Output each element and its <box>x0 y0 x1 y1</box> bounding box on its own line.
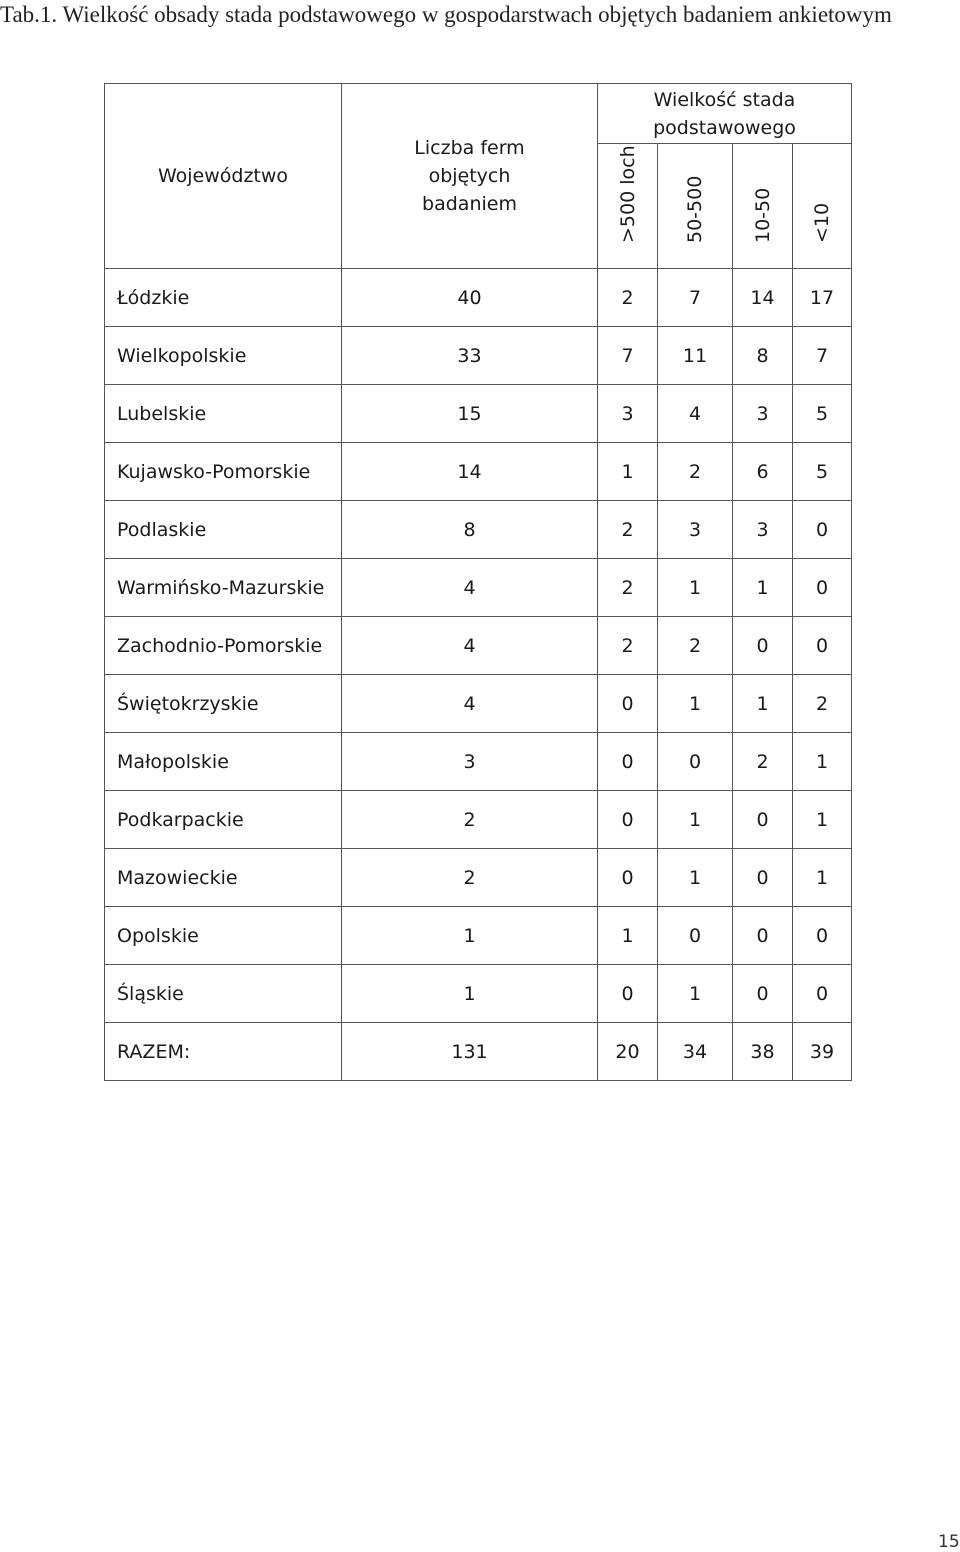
cell-size-c3: 1 <box>733 559 793 617</box>
cell-size-c1: 0 <box>598 733 658 791</box>
cell-size-c2: 7 <box>658 269 733 327</box>
cell-size-c4: 5 <box>793 385 852 443</box>
cell-farms-count: 4 <box>342 617 598 675</box>
cell-size-c2: 11 <box>658 327 733 385</box>
cell-size-c2: 2 <box>658 443 733 501</box>
cell-size-c3: 0 <box>733 965 793 1023</box>
cell-farms-count: 2 <box>342 791 598 849</box>
cell-size-c2: 1 <box>658 791 733 849</box>
page-number: 15 <box>938 1532 960 1552</box>
cell-size-c3: 3 <box>733 501 793 559</box>
cell-size-c1: 2 <box>598 559 658 617</box>
table-body <box>105 269 852 1081</box>
cell-size-c2: 0 <box>658 733 733 791</box>
table-row <box>105 269 852 327</box>
table-row <box>105 733 852 791</box>
cell-size-c2: 0 <box>658 907 733 965</box>
table-header <box>105 84 852 269</box>
header-size-class-3: 10-50 <box>733 144 793 269</box>
cell-size-c1: 0 <box>598 965 658 1023</box>
cell-farms-count: 33 <box>342 327 598 385</box>
table-row <box>105 675 852 733</box>
table-row <box>105 791 852 849</box>
cell-size-c2: 1 <box>658 965 733 1023</box>
table-row <box>105 849 852 907</box>
header-herd-size: Wielkość stada podstawowego <box>598 84 852 144</box>
table-row <box>105 617 852 675</box>
table-row <box>105 327 852 385</box>
cell-size-c3: 0 <box>733 791 793 849</box>
cell-size-c3: 8 <box>733 327 793 385</box>
cell-size-c4: 0 <box>793 907 852 965</box>
cell-farms-count: 8 <box>342 501 598 559</box>
cell-size-c3: 2 <box>733 733 793 791</box>
cell-region: Zachodnio-Pomorskie <box>105 617 342 675</box>
cell-size-c1: 7 <box>598 327 658 385</box>
cell-size-c1: 0 <box>598 791 658 849</box>
cell-size-c3: 0 <box>733 617 793 675</box>
cell-farms-count: 40 <box>342 269 598 327</box>
cell-size-c2: 34 <box>658 1023 733 1081</box>
cell-size-c3: 14 <box>733 269 793 327</box>
cell-farms-count: 4 <box>342 559 598 617</box>
cell-farms-count: 2 <box>342 849 598 907</box>
cell-size-c1: 2 <box>598 617 658 675</box>
herd-size-table <box>104 83 852 1081</box>
cell-size-c4: 0 <box>793 559 852 617</box>
cell-size-c1: 0 <box>598 675 658 733</box>
cell-farms-count: 15 <box>342 385 598 443</box>
cell-size-c1: 20 <box>598 1023 658 1081</box>
cell-size-c4: 1 <box>793 791 852 849</box>
header-size-class-4: <10 <box>793 144 852 269</box>
header-farms-count: Liczba ferm objętych badaniem <box>342 84 598 269</box>
cell-farms-count: 1 <box>342 965 598 1023</box>
header-region: Województwo <box>105 84 342 269</box>
cell-farms-count: 131 <box>342 1023 598 1081</box>
cell-size-c3: 3 <box>733 385 793 443</box>
cell-size-c1: 2 <box>598 269 658 327</box>
cell-region: Małopolskie <box>105 733 342 791</box>
cell-region: Kujawsko-Pomorskie <box>105 443 342 501</box>
cell-size-c2: 4 <box>658 385 733 443</box>
cell-size-c4: 0 <box>793 617 852 675</box>
cell-region: Łódzkie <box>105 269 342 327</box>
cell-region: Lubelskie <box>105 385 342 443</box>
cell-size-c1: 2 <box>598 501 658 559</box>
cell-size-c3: 6 <box>733 443 793 501</box>
table-row <box>105 965 852 1023</box>
cell-size-c4: 17 <box>793 269 852 327</box>
cell-size-c3: 0 <box>733 907 793 965</box>
table-row <box>105 385 852 443</box>
cell-region: Warmińsko-Mazurskie <box>105 559 342 617</box>
header-size-class-1: >500 loch <box>598 144 658 269</box>
header-size-class-2: 50-500 <box>658 144 733 269</box>
cell-size-c4: 0 <box>793 501 852 559</box>
cell-size-c2: 1 <box>658 559 733 617</box>
table-row <box>105 501 852 559</box>
cell-region: Śląskie <box>105 965 342 1023</box>
table-row <box>105 559 852 617</box>
cell-farms-count: 1 <box>342 907 598 965</box>
table-row <box>105 907 852 965</box>
cell-farms-count: 14 <box>342 443 598 501</box>
cell-size-c3: 0 <box>733 849 793 907</box>
cell-size-c2: 3 <box>658 501 733 559</box>
cell-size-c4: 0 <box>793 965 852 1023</box>
cell-size-c3: 1 <box>733 675 793 733</box>
cell-region: Wielkopolskie <box>105 327 342 385</box>
cell-size-c2: 1 <box>658 675 733 733</box>
cell-size-c4: 2 <box>793 675 852 733</box>
cell-region: Podlaskie <box>105 501 342 559</box>
cell-region: Świętokrzyskie <box>105 675 342 733</box>
cell-size-c1: 3 <box>598 385 658 443</box>
cell-size-c1: 1 <box>598 907 658 965</box>
cell-size-c3: 38 <box>733 1023 793 1081</box>
table-row <box>105 443 852 501</box>
cell-region: RAZEM: <box>105 1023 342 1081</box>
cell-size-c4: 1 <box>793 733 852 791</box>
cell-farms-count: 4 <box>342 675 598 733</box>
cell-region: Opolskie <box>105 907 342 965</box>
cell-region: Podkarpackie <box>105 791 342 849</box>
cell-size-c2: 1 <box>658 849 733 907</box>
cell-size-c4: 5 <box>793 443 852 501</box>
cell-size-c2: 2 <box>658 617 733 675</box>
cell-size-c1: 0 <box>598 849 658 907</box>
cell-size-c4: 39 <box>793 1023 852 1081</box>
cell-farms-count: 3 <box>342 733 598 791</box>
table-caption: Tab.1. Wielkość obsady stada podstawowego w gospodarstwach objętych badaniem ankietowym <box>0 2 892 27</box>
cell-size-c4: 7 <box>793 327 852 385</box>
cell-size-c1: 1 <box>598 443 658 501</box>
table-row-total <box>105 1023 852 1081</box>
cell-region: Mazowieckie <box>105 849 342 907</box>
cell-size-c4: 1 <box>793 849 852 907</box>
